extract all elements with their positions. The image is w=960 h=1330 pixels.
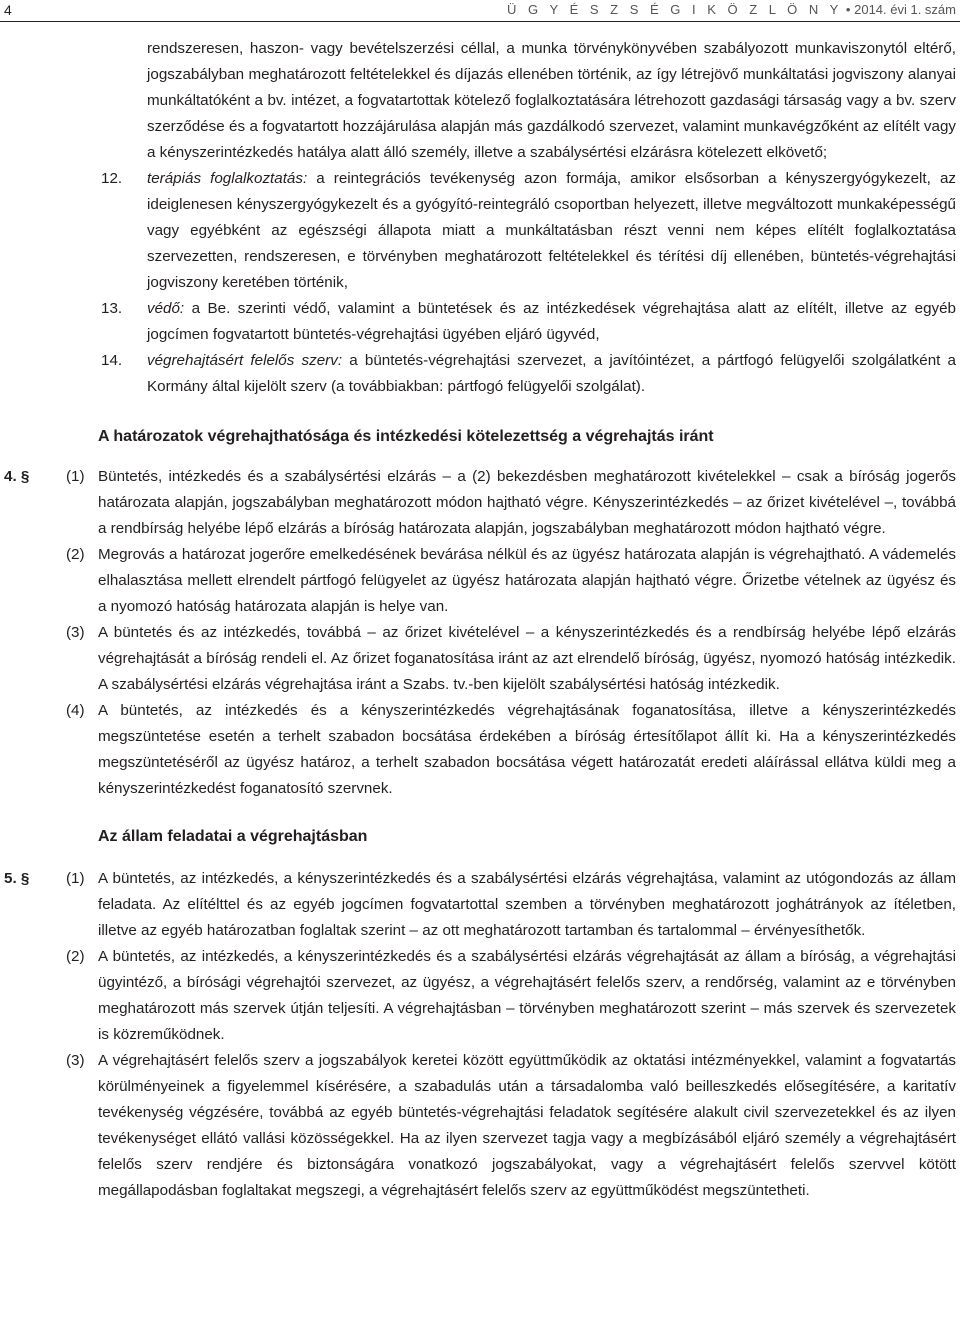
defined-term: védő:	[147, 300, 185, 317]
section-paragraph	[0, 866, 960, 944]
definition-item	[0, 348, 960, 400]
header-separator: •	[845, 2, 851, 17]
section-paragraph	[0, 464, 960, 542]
section-paragraph	[0, 542, 960, 620]
definition-item	[0, 166, 960, 296]
journal-name: Ü G Y É S Z S É G I K Ö Z L Ö N Y	[507, 2, 843, 17]
subsection-number: (2)	[66, 948, 85, 965]
subsection-text: A büntetés, az intézkedés és a kényszerintézkedés végrehajtásának foganatosítása, illetve a kényszerintézkedés megszüntetése esetén a terhelt szabadon bocsátása érdekében a bíróság értesítőlapot állít ki. Ha a kényszerintézkedés megszüntetéséről az ügyész határoz, a terhelt szabadon bocsátása végett határozatát eredeti aláírással ellátva küldi meg a kényszerintézkedést foganatosító szervnek.	[98, 702, 956, 797]
header-rule	[0, 21, 960, 22]
item-number: 12.	[101, 170, 123, 187]
document-body	[0, 36, 960, 1204]
subsection-text: Büntetés, intézkedés és a szabálysértési elzárás – a (2) bekezdésben meghatározott kivételekkel – csak a bíróság jogerős határozata alapján, jogszabályban meghatározott módon hajtható végre. Kényszerintézkedés – az őrizet kivételével –, továbbá a rendbírság helyébe lépő elzárás a bíróság határozata alapján, jogszabályban meghatározott módon hajtható végre.	[98, 468, 956, 537]
section-paragraph	[0, 944, 960, 1048]
subsection-text: Megrovás a határozat jogerőre emelkedésének bevárása nélkül és az ügyész határozata alapján is végrehajtható. A vádemelés elhalasztása mellett elrendelt pártfogó felügyelet az ügyész határozata alapján hajtható végre. Őrizetbe vételnek az ügyész és a nyomozó hatóság határozata alapján is helye van.	[98, 546, 956, 615]
item-text	[147, 348, 956, 400]
subsection-number: (1)	[66, 468, 85, 485]
journal-title	[507, 2, 956, 17]
subsection-text: A végrehajtásért felelős szerv a jogszabályok keretei között együttműködik az oktatási intézményekkel, valamint a fogvatartás körülményeinek a figyelemmel kísérésére, a szabadulás után a társadalomba való beilleszkedés elősegítésére, a karitatív tevékenység végzésére, továbbá az egyéb büntetés-végrehajtási feladatok segítésére alakult civil szervezetekkel és az ilyen tevékenységet ellátó vallási közösségekkel. Ha az ilyen szervezet tagja vagy a megbízásából eljáró személy a végrehajtásért felelős szerv rendjére és biztonságára vonatkozó jogszabályokat, vagy a végrehajtásért felelős szervvel kötött megállapodásban foglaltakat megszegi, a végrehajtásért felelős szerv az együttműködést megszüntetheti.	[98, 1052, 956, 1199]
page-number: 4	[4, 2, 12, 18]
subsection-text: A büntetés és az intézkedés, továbbá – az őrizet kivételével – a kényszerintézkedés és a rendbírság helyébe lépő elzárás végrehajtását a bíróság rendeli el. Az őrizet foganatosítása iránt az azt elrendelő bíróság, ügyész, nyomozó hatóság intézkedik. A szabálysértési elzárás végrehajtása iránt a Szabs. tv.-ben kijelölt szabálysértési hatóság intézkedik.	[98, 624, 956, 693]
item-text	[147, 166, 956, 296]
defined-term: terápiás foglalkoztatás:	[147, 170, 308, 187]
item-number: 13.	[101, 300, 123, 317]
definition-item	[0, 296, 960, 348]
section-number: 5. §	[4, 870, 30, 887]
section-heading: A határozatok végrehajthatósága és intézkedési kötelezettség a végrehajtás iránt	[98, 428, 714, 445]
item-text	[147, 296, 956, 348]
definition: a büntetés-végrehajtási szervezet, a javítóintézet, a pártfogó felügyelői szolgálatként a Kormány által kijelölt szerv (a továbbiakban: pártfogó felügyelői szolgálat).	[147, 352, 956, 395]
subsection-number: (3)	[66, 1052, 85, 1069]
definition: a Be. szerinti védő, valamint a büntetések és az intézkedések végrehajtása alatt az elítélt, illetve az egyéb jogcímen fogvatartott büntetés-végrehajtási ügyében eljáró ügyvéd,	[147, 300, 956, 343]
definition: a reintegrációs tevékenység azon formája, amikor elsősorban a kényszergyógykezelt, az ideiglenesen kényszergyógykezelt és a gyógyító-reintegráló csoportban helyezett, illetve megváltozott munkaképességű vagy egyébként az egészségi állapota miatt a munkáltatásban részt venni nem képes elítélt foglalkoztatása szervezetten, rendszeresen, e törvényben meghatározott feltételekkel és térítési díj ellenében, büntetés-végrehajtási jogviszony keretében történik,	[147, 170, 956, 291]
item-number: 14.	[101, 352, 123, 369]
section-heading: Az állam feladatai a végrehajtásban	[98, 828, 368, 845]
section-paragraph	[0, 1048, 960, 1204]
issue-label: 2014. évi 1. szám	[854, 2, 956, 17]
subsection-number: (4)	[66, 702, 85, 719]
subsection-text: A büntetés, az intézkedés, a kényszerintézkedés és a szabálysértési elzárás végrehajtását az állam a bíróság, a végrehajtási ügyintéző, a bírósági végrehajtói szervezet, az ügyész, a végrehajtásért felelős szerv, a rendőrség, valamint az e törvényben meghatározott más szervek útján teljesíti. A végrehajtásban – törvényben meghatározott szerint – más szervek és szervezetek is közreműködnek.	[98, 948, 956, 1043]
subsection-text: A büntetés, az intézkedés, a kényszerintézkedés és a szabálysértési elzárás végrehajtása, valamint az utógondozás az állam feladata. Az elítélttel és az egyéb jogcímen fogvatartottal szemben a törvényben meghatározott joghátrányok az ítéletben, illetve az egyéb határozatban foglaltak szerint – az ott meghatározott tartamban és tartalommal – érvényesíthetők.	[98, 870, 956, 939]
subsection-number: (2)	[66, 546, 85, 563]
section-paragraph	[0, 620, 960, 698]
section-paragraph	[0, 698, 960, 802]
subsection-number: (1)	[66, 870, 85, 887]
subsection-number: (3)	[66, 624, 85, 641]
page-header	[0, 0, 960, 22]
intro-paragraph: rendszeresen, haszon- vagy bevételszerzési céllal, a munka törvénykönyvében szabályozott munkaviszonytól eltérő, jogszabályban meghatározott feltételekkel és díjazás ellenében történik, az így létrejövő munkáltatási jogviszony alanyai munkáltatóként a bv. intézet, a fogvatartottak kötelező foglalkoztatására létrehozott gazdasági társaság vagy a bv. szerv szerződése és a fogvatartott hozzájárulása alapján más gazdálkodó szervezet, valamint munkavégzőként az elítélt vagy a kényszerintézkedés hatálya alatt álló személy, illetve a szabálysértési elzárásra kötelezett elkövető;	[147, 40, 956, 161]
defined-term: végrehajtásért felelős szerv:	[147, 352, 343, 369]
section-number: 4. §	[4, 468, 30, 485]
